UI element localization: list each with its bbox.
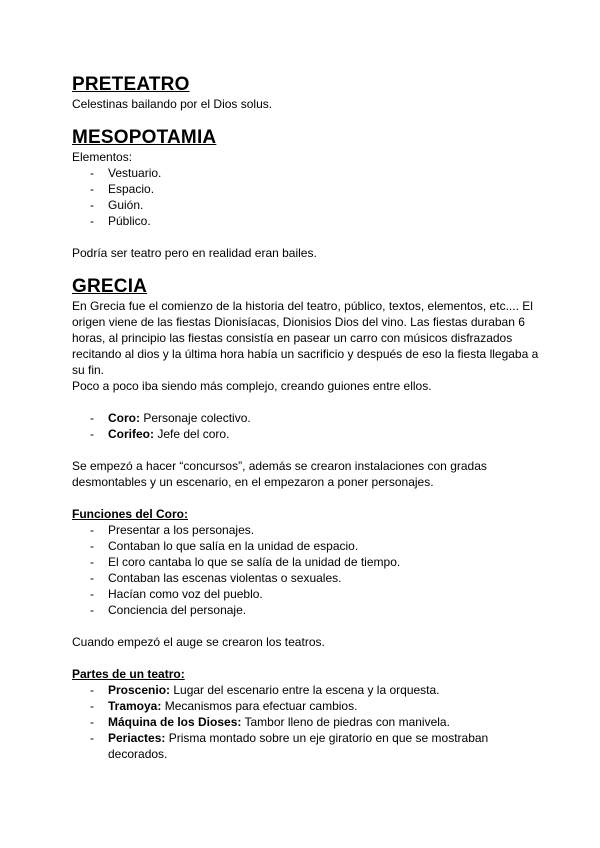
list-item bbox=[72, 410, 542, 426]
list-item: - Presentar a los personajes. bbox=[72, 522, 542, 538]
list-item: - Conciencia del personaje. bbox=[72, 602, 542, 618]
list-item bbox=[72, 426, 542, 442]
mesopotamia-note: Podría ser teatro pero en realidad eran bailes. bbox=[72, 246, 317, 260]
list-item: - El coro cantaba lo que se salía de la unidad de tiempo. bbox=[72, 554, 542, 570]
parte-term: Tramoya: bbox=[108, 699, 162, 713]
heading-mesopotamia: MESOPOTAMIA bbox=[72, 127, 217, 148]
funciones-coro-title: Funciones del Coro: bbox=[72, 507, 189, 521]
role-desc: Jefe del coro. bbox=[154, 427, 230, 441]
parte-desc: Lugar del escenario entre la escena y la orquesta. bbox=[170, 683, 440, 697]
list-item: - Vestuario. bbox=[72, 165, 542, 181]
mesopotamia-intro: Elementos: bbox=[72, 150, 133, 164]
list-item: - Hacían como voz del pueblo. bbox=[72, 586, 542, 602]
role-desc: Personaje colectivo. bbox=[140, 411, 251, 425]
grecia-paragraph-concursos: Se empezó a hacer “concursos”, además se crearon instalaciones con gradas desmontables y un escenario, en el empezaron a poner personajes. bbox=[72, 459, 487, 489]
grecia-roles-list bbox=[72, 410, 542, 442]
role-term: Coro: bbox=[108, 411, 140, 425]
mesopotamia-elements-list bbox=[72, 165, 542, 229]
funciones-coro-list bbox=[72, 522, 542, 618]
parte-desc: Prisma montado sobre un eje giratorio en que se mostraban decorados. bbox=[108, 731, 489, 761]
document-page bbox=[72, 74, 542, 762]
list-item: - Contaban las escenas violentas o sexuales. bbox=[72, 570, 542, 586]
preteatro-text: Celestinas bailando por el Dios solus. bbox=[72, 97, 273, 111]
partes-teatro-list bbox=[72, 682, 542, 762]
parte-desc: Tambor lleno de piedras con manivela. bbox=[241, 715, 450, 729]
list-item bbox=[72, 698, 542, 714]
list-item: - Guión. bbox=[72, 197, 542, 213]
parte-term: Periactes: bbox=[108, 731, 166, 745]
parte-term: Proscenio: bbox=[108, 683, 171, 697]
parte-desc: Mecanismos para efectuar cambios. bbox=[161, 699, 358, 713]
grecia-paragraph-auge: Cuando empezó el auge se crearon los teatros. bbox=[72, 635, 325, 649]
list-item bbox=[72, 714, 542, 730]
grecia-paragraph-complexity: Poco a poco iba siendo más complejo, creando guiones entre ellos. bbox=[72, 379, 432, 393]
list-item bbox=[72, 682, 542, 698]
parte-term: Máquina de los Dioses: bbox=[108, 715, 242, 729]
heading-grecia: GRECIA bbox=[72, 276, 148, 297]
grecia-paragraph-origin: En Grecia fue el comienzo de la historia del teatro, público, textos, elementos, etc.... El origen viene de las fiestas Dionisíacas, Dionisios Dios del vino. Las fiestas duraban 6 horas, al principio las fiestas consistía en pasear un carro con músicos disfrazados recitando al dios y la última hora había un sacrificio y después de eso la fiesta llegaba a su fin. bbox=[72, 299, 539, 377]
role-term: Corifeo: bbox=[108, 427, 154, 441]
heading-preteatro: PRETEATRO bbox=[72, 74, 190, 95]
list-item: - Público. bbox=[72, 213, 542, 229]
list-item: - Espacio. bbox=[72, 181, 542, 197]
partes-teatro-title: Partes de un teatro: bbox=[72, 667, 185, 681]
list-item: - Contaban lo que salía en la unidad de espacio. bbox=[72, 538, 542, 554]
list-item bbox=[72, 730, 542, 762]
